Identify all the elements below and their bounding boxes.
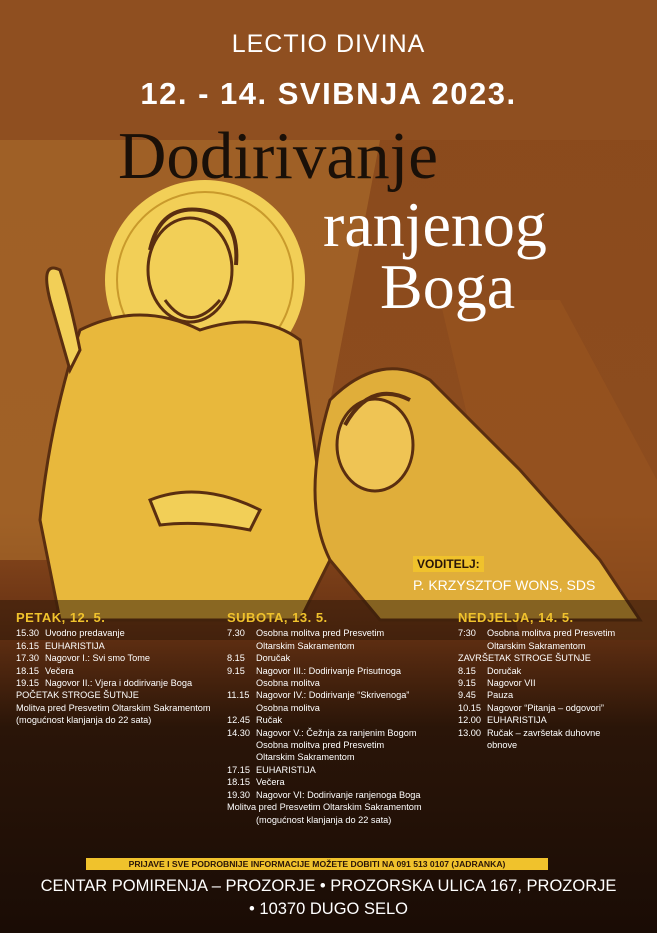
jesus-robe xyxy=(40,315,330,620)
schedule-entry xyxy=(458,689,648,701)
jesus-head xyxy=(148,218,232,322)
schedule-entries xyxy=(16,627,221,726)
schedule-friday xyxy=(16,612,221,727)
entry-time: 19.15 xyxy=(16,678,39,689)
entry-time: 7:30 xyxy=(458,628,476,639)
schedule-entry xyxy=(458,652,648,664)
entry-time: 14.30 xyxy=(227,727,250,738)
entry-text: Oltarskim Sakramentom xyxy=(487,640,586,651)
schedule-entry xyxy=(16,640,221,652)
schedule-entry xyxy=(227,789,452,801)
day-heading: NEDJELJA, 14. 5. xyxy=(458,610,574,625)
schedule-entry xyxy=(227,739,452,751)
entry-text: Večera xyxy=(256,777,285,788)
schedule-entry xyxy=(458,640,648,652)
entry-text: POČETAK STROGE ŠUTNJE xyxy=(16,690,139,701)
entry-text: obnove xyxy=(487,740,518,751)
schedule-entry xyxy=(458,677,648,689)
schedule-sunday xyxy=(458,612,648,751)
schedule-entry xyxy=(458,727,648,739)
entry-time: 11.15 xyxy=(227,690,250,701)
schedule-entry xyxy=(16,652,221,664)
schedule-entry xyxy=(227,751,452,763)
schedule-entry xyxy=(227,689,452,701)
entry-text: Nagovor I.: Svi smo Tome xyxy=(45,653,151,664)
schedule-entry xyxy=(227,640,452,652)
entry-text: Doručak xyxy=(256,653,291,664)
entry-text: Nagovor II.: Vjera i dodirivanje Boga xyxy=(45,678,193,689)
entry-time: 18.15 xyxy=(16,665,39,676)
schedule-entry xyxy=(458,627,648,639)
entry-time: 9.15 xyxy=(458,678,476,689)
entry-text: Oltarskim Sakramentom xyxy=(256,640,355,651)
schedule-entry xyxy=(227,801,452,813)
entry-time: 8.15 xyxy=(458,665,476,676)
entry-text: Nagovor “Pitanja – odgovori” xyxy=(487,702,604,713)
schedule-entry xyxy=(227,677,452,689)
thomas-head xyxy=(337,399,413,491)
address-line-1: CENTAR POMIRENJA – PROZORJE • PROZORSKA ULICA 167, PROZORJE xyxy=(40,877,617,895)
event-dates: 12. - 14. SVIBNJA 2023. xyxy=(140,76,517,111)
entry-time: 10.15 xyxy=(458,702,481,713)
schedule-entry xyxy=(458,665,648,677)
series-title: LECTIO DIVINA xyxy=(231,30,426,58)
schedule-entry xyxy=(16,714,221,726)
entry-text: Oltarskim Sakramentom xyxy=(256,752,355,763)
entry-text: Nagovor III.: Dodirivanje Prisutnoga xyxy=(256,665,402,676)
entry-time: 12.00 xyxy=(458,715,481,726)
day-heading: PETAK, 12. 5. xyxy=(16,610,106,625)
schedule-entry xyxy=(458,739,648,751)
entry-text: Osobna molitva xyxy=(256,678,320,689)
schedule-entry xyxy=(227,814,452,826)
entry-time: 19.30 xyxy=(227,789,250,800)
entry-time: 8.15 xyxy=(227,653,245,664)
entry-text: Nagovor IV.: Dodirivanje “Skrivenoga” xyxy=(256,690,410,701)
entry-text: (mogućnost klanjanja do 22 sata) xyxy=(256,814,392,825)
entry-text: Uvodno predavanje xyxy=(45,628,125,639)
entry-time: 9.15 xyxy=(227,665,245,676)
entry-time: 12.45 xyxy=(227,715,250,726)
leader-name: P. KRZYSZTOF WONS, SDS xyxy=(413,577,596,593)
entry-text: Ručak xyxy=(256,715,283,726)
entry-text: Doručak xyxy=(487,665,522,676)
entry-time: 16.15 xyxy=(16,640,39,651)
schedule-entry xyxy=(227,727,452,739)
schedule-entry xyxy=(16,627,221,639)
address-line-2: • 10370 DUGO SELO xyxy=(249,900,408,918)
entry-text: Nagovor V.: Čežnja za ranjenim Bogom xyxy=(256,727,417,738)
day-heading: SUBOTA, 13. 5. xyxy=(227,610,328,625)
schedule-entry xyxy=(227,665,452,677)
entry-text: Osobna molitva xyxy=(256,702,320,713)
schedule-entry xyxy=(458,714,648,726)
entry-text: ZAVRŠETAK STROGE ŠUTNJE xyxy=(458,653,591,664)
entry-text: Molitva pred Presvetim Oltarskim Sakramentom xyxy=(16,702,211,713)
schedule-entry xyxy=(227,764,452,776)
entry-text: Nagovor VI: Dodirivanje ranjenoga Boga xyxy=(256,789,421,800)
schedule-entry xyxy=(16,702,221,714)
schedule-entry xyxy=(227,652,452,664)
entry-text: Večera xyxy=(45,665,74,676)
entry-text: Osobna molitva pred Presvetim xyxy=(256,740,385,751)
entry-time: 13.00 xyxy=(458,727,481,738)
schedule-entry xyxy=(227,702,452,714)
schedule-entry xyxy=(16,665,221,677)
entry-text: EUHARISTIJA xyxy=(45,640,105,651)
entry-text: Ručak – završetak duhovne xyxy=(487,727,601,738)
entry-text: EUHARISTIJA xyxy=(487,715,547,726)
entry-text: Osobna molitva pred Presvetim xyxy=(487,628,616,639)
entry-text: Nagovor VII xyxy=(487,678,536,689)
leader-label: VODITELJ: xyxy=(413,556,484,572)
entry-text: (mogućnost klanjanja do 22 sata) xyxy=(16,715,152,726)
schedule-entry xyxy=(227,776,452,788)
schedule-entry xyxy=(227,714,452,726)
schedule-entry xyxy=(16,677,221,689)
title-line-1: Dodirivanje xyxy=(118,119,439,193)
entry-time: 17.30 xyxy=(16,653,39,664)
entry-time: 18.15 xyxy=(227,777,250,788)
entry-time: 15.30 xyxy=(16,628,39,639)
info-banner: PRIJAVE I SVE PODROBNIJE INFORMACIJE MOŽETE DOBITI NA 091 513 0107 (JADRANKA) xyxy=(86,858,548,870)
schedule-saturday xyxy=(227,612,452,826)
entry-time: 17.15 xyxy=(227,764,250,775)
schedule-entry xyxy=(16,689,221,701)
schedule-entry xyxy=(227,627,452,639)
schedule-entries xyxy=(227,627,452,826)
title-line-3: Boga xyxy=(380,251,516,322)
schedule-entry xyxy=(458,702,648,714)
title-line-2: ranjenog xyxy=(323,189,547,260)
entry-text: Molitva pred Presvetim Oltarskim Sakramentom xyxy=(227,802,422,813)
entry-text: Osobna molitva pred Presvetim xyxy=(256,628,385,639)
entry-text: EUHARISTIJA xyxy=(256,764,316,775)
entry-text: Pauza xyxy=(487,690,514,701)
schedule-entries xyxy=(458,627,648,751)
entry-time: 7.30 xyxy=(227,628,245,639)
entry-time: 9.45 xyxy=(458,690,476,701)
